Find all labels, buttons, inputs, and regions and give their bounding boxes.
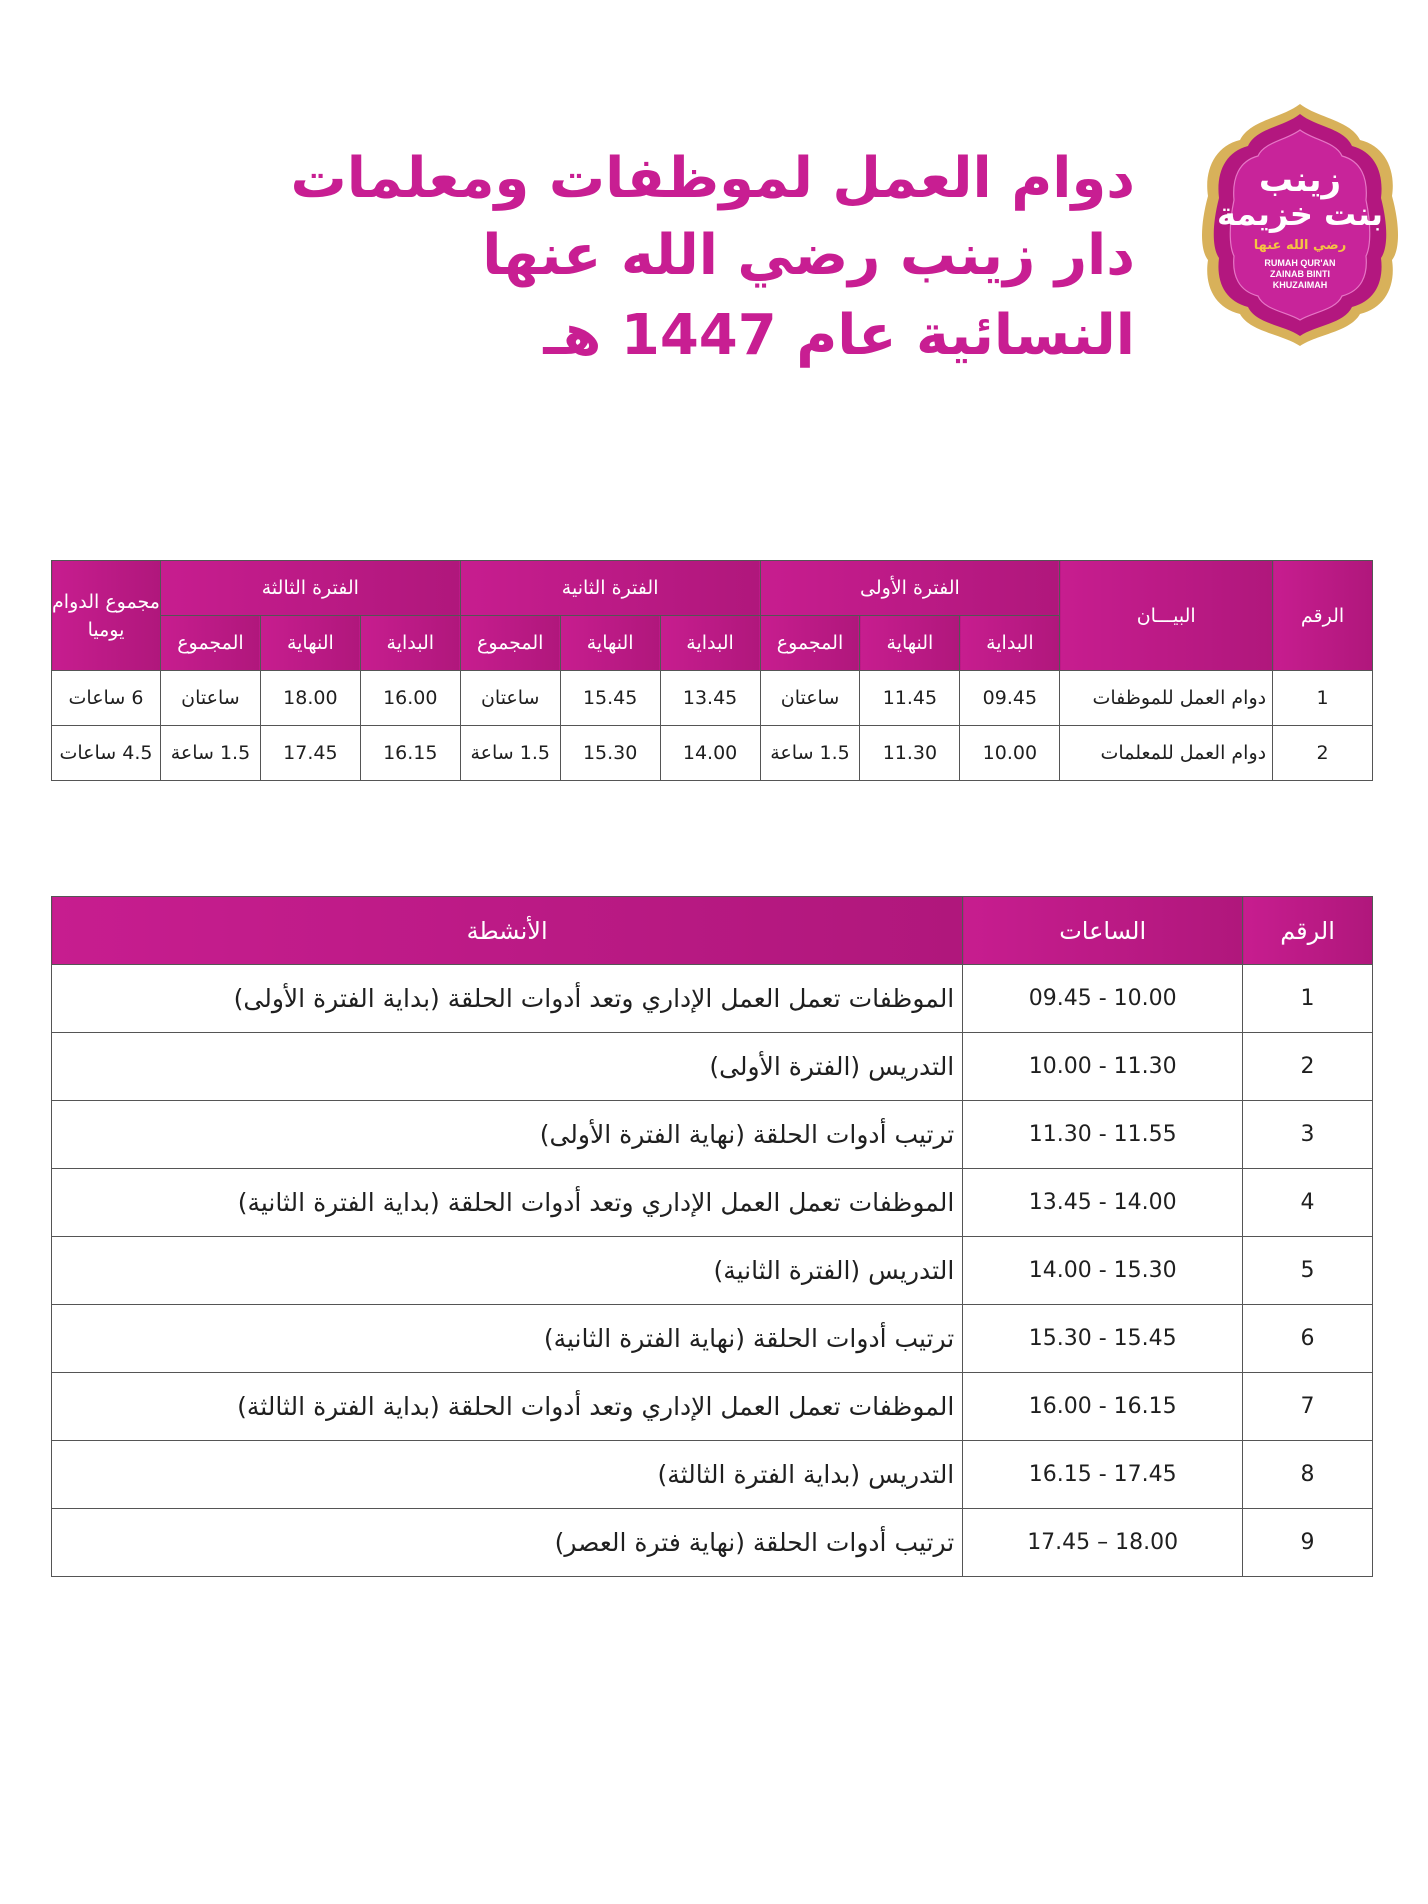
cell-activity: الموظفات تعمل العمل الإداري وتعد أدوات الحلقة (بداية الفترة الأولى) (52, 965, 963, 1033)
table-row (52, 1033, 1373, 1101)
header-p2-start: البداية (660, 616, 760, 671)
cell-hours: 16.15 - 17.45 (963, 1441, 1243, 1509)
cell-activity: ترتيب أدوات الحلقة (نهاية الفترة الأولى) (52, 1101, 963, 1169)
cell-number: 2 (1273, 726, 1373, 781)
cell-p2-total: 1.5 ساعة (460, 726, 560, 781)
cell-number: 3 (1243, 1101, 1373, 1169)
cell-hours: 10.00 - 11.30 (963, 1033, 1243, 1101)
cell-number: 9 (1243, 1509, 1373, 1577)
cell-hours: 13.45 - 14.00 (963, 1169, 1243, 1237)
header-number: الرقم (1243, 897, 1373, 965)
table-row (52, 1101, 1373, 1169)
cell-number: 1 (1273, 671, 1373, 726)
cell-activity: الموظفات تعمل العمل الإداري وتعد أدوات الحلقة (بداية الفترة الثانية) (52, 1169, 963, 1237)
cell-p3-start: 16.00 (360, 671, 460, 726)
table-row (52, 1441, 1373, 1509)
cell-daily: 6 ساعات (52, 671, 161, 726)
cell-number: 8 (1243, 1441, 1373, 1509)
cell-p1-end: 11.30 (860, 726, 960, 781)
cell-number: 1 (1243, 965, 1373, 1033)
cell-p1-end: 11.45 (860, 671, 960, 726)
header-p2-total: المجموع (460, 616, 560, 671)
table-row (52, 1509, 1373, 1577)
cell-activity: التدريس (الفترة الأولى) (52, 1033, 963, 1101)
cell-hours: 15.30 - 15.45 (963, 1305, 1243, 1373)
cell-hours: 09.45 - 10.00 (963, 965, 1243, 1033)
cell-hours: 11.30 - 11.55 (963, 1101, 1243, 1169)
header-number: الرقم (1273, 561, 1373, 671)
cell-description: دوام العمل للموظفات (1060, 671, 1273, 726)
shift-schedule-table (51, 560, 1373, 781)
header-activities: الأنشطة (52, 897, 963, 965)
table-row (52, 671, 1373, 726)
cell-number: 5 (1243, 1237, 1373, 1305)
logo-line4: RUMAH QUR'AN ZAINAB BINTI KHUZAIMAH (1264, 258, 1336, 290)
cell-daily: 4.5 ساعات (52, 726, 161, 781)
page-title (275, 142, 1135, 376)
page-header (160, 100, 1400, 370)
cell-number: 4 (1243, 1169, 1373, 1237)
header-p1-total: المجموع (760, 616, 860, 671)
activities-table (51, 896, 1373, 1577)
header-p1-start: البداية (960, 616, 1060, 671)
cell-p2-end: 15.30 (560, 726, 660, 781)
header-p2-end: النهاية (560, 616, 660, 671)
header-description: البيـــان (1060, 561, 1273, 671)
header-period3: الفترة الثالثة (160, 561, 460, 616)
cell-p2-start: 13.45 (660, 671, 760, 726)
logo (1200, 100, 1400, 350)
cell-number: 7 (1243, 1373, 1373, 1441)
table-row (52, 1373, 1373, 1441)
cell-p1-start: 10.00 (960, 726, 1060, 781)
header-p1-end: النهاية (860, 616, 960, 671)
cell-p2-start: 14.00 (660, 726, 760, 781)
cell-p1-start: 09.45 (960, 671, 1060, 726)
cell-p3-total: ساعتان (160, 671, 260, 726)
cell-number: 2 (1243, 1033, 1373, 1101)
cell-p3-end: 18.00 (260, 671, 360, 726)
header-p3-end: النهاية (260, 616, 360, 671)
cell-p2-end: 15.45 (560, 671, 660, 726)
cell-activity: التدريس (بداية الفترة الثالثة) (52, 1441, 963, 1509)
logo-line2: بنت خزيمة (1217, 195, 1383, 233)
cell-p3-end: 17.45 (260, 726, 360, 781)
table-row (52, 965, 1373, 1033)
cell-p2-total: ساعتان (460, 671, 560, 726)
cell-p1-total: ساعتان (760, 671, 860, 726)
cell-description: دوام العمل للمعلمات (1060, 726, 1273, 781)
header-period1: الفترة الأولى (760, 561, 1060, 616)
table-row (52, 726, 1373, 781)
title-line1: دوام العمل لموظفات ومعلمات (290, 146, 1135, 211)
cell-activity: التدريس (الفترة الثانية) (52, 1237, 963, 1305)
cell-hours: 16.00 - 16.15 (963, 1373, 1243, 1441)
cell-p3-total: 1.5 ساعة (160, 726, 260, 781)
cell-activity: ترتيب أدوات الحلقة (نهاية فترة العصر) (52, 1509, 963, 1577)
table-row (52, 1237, 1373, 1305)
cell-hours: 17.45 – 18.00 (963, 1509, 1243, 1577)
cell-hours: 14.00 - 15.30 (963, 1237, 1243, 1305)
header-daily-total: مجموع الدوام يوميا (52, 561, 161, 671)
header-p3-total: المجموع (160, 616, 260, 671)
table-row (52, 1169, 1373, 1237)
logo-line1: زينب (1258, 160, 1342, 200)
header-period2: الفترة الثانية (460, 561, 760, 616)
title-line2: دار زينب رضي الله عنها النسائية عام 1447 هـ (482, 223, 1135, 368)
logo-line3: رضي الله عنها (1253, 238, 1347, 253)
cell-number: 6 (1243, 1305, 1373, 1373)
header-p3-start: البداية (360, 616, 460, 671)
cell-p1-total: 1.5 ساعة (760, 726, 860, 781)
cell-activity: ترتيب أدوات الحلقة (نهاية الفترة الثانية) (52, 1305, 963, 1373)
header-hours: الساعات (963, 897, 1243, 965)
table-row (52, 1305, 1373, 1373)
cell-activity: الموظفات تعمل العمل الإداري وتعد أدوات الحلقة (بداية الفترة الثالثة) (52, 1373, 963, 1441)
cell-p3-start: 16.15 (360, 726, 460, 781)
